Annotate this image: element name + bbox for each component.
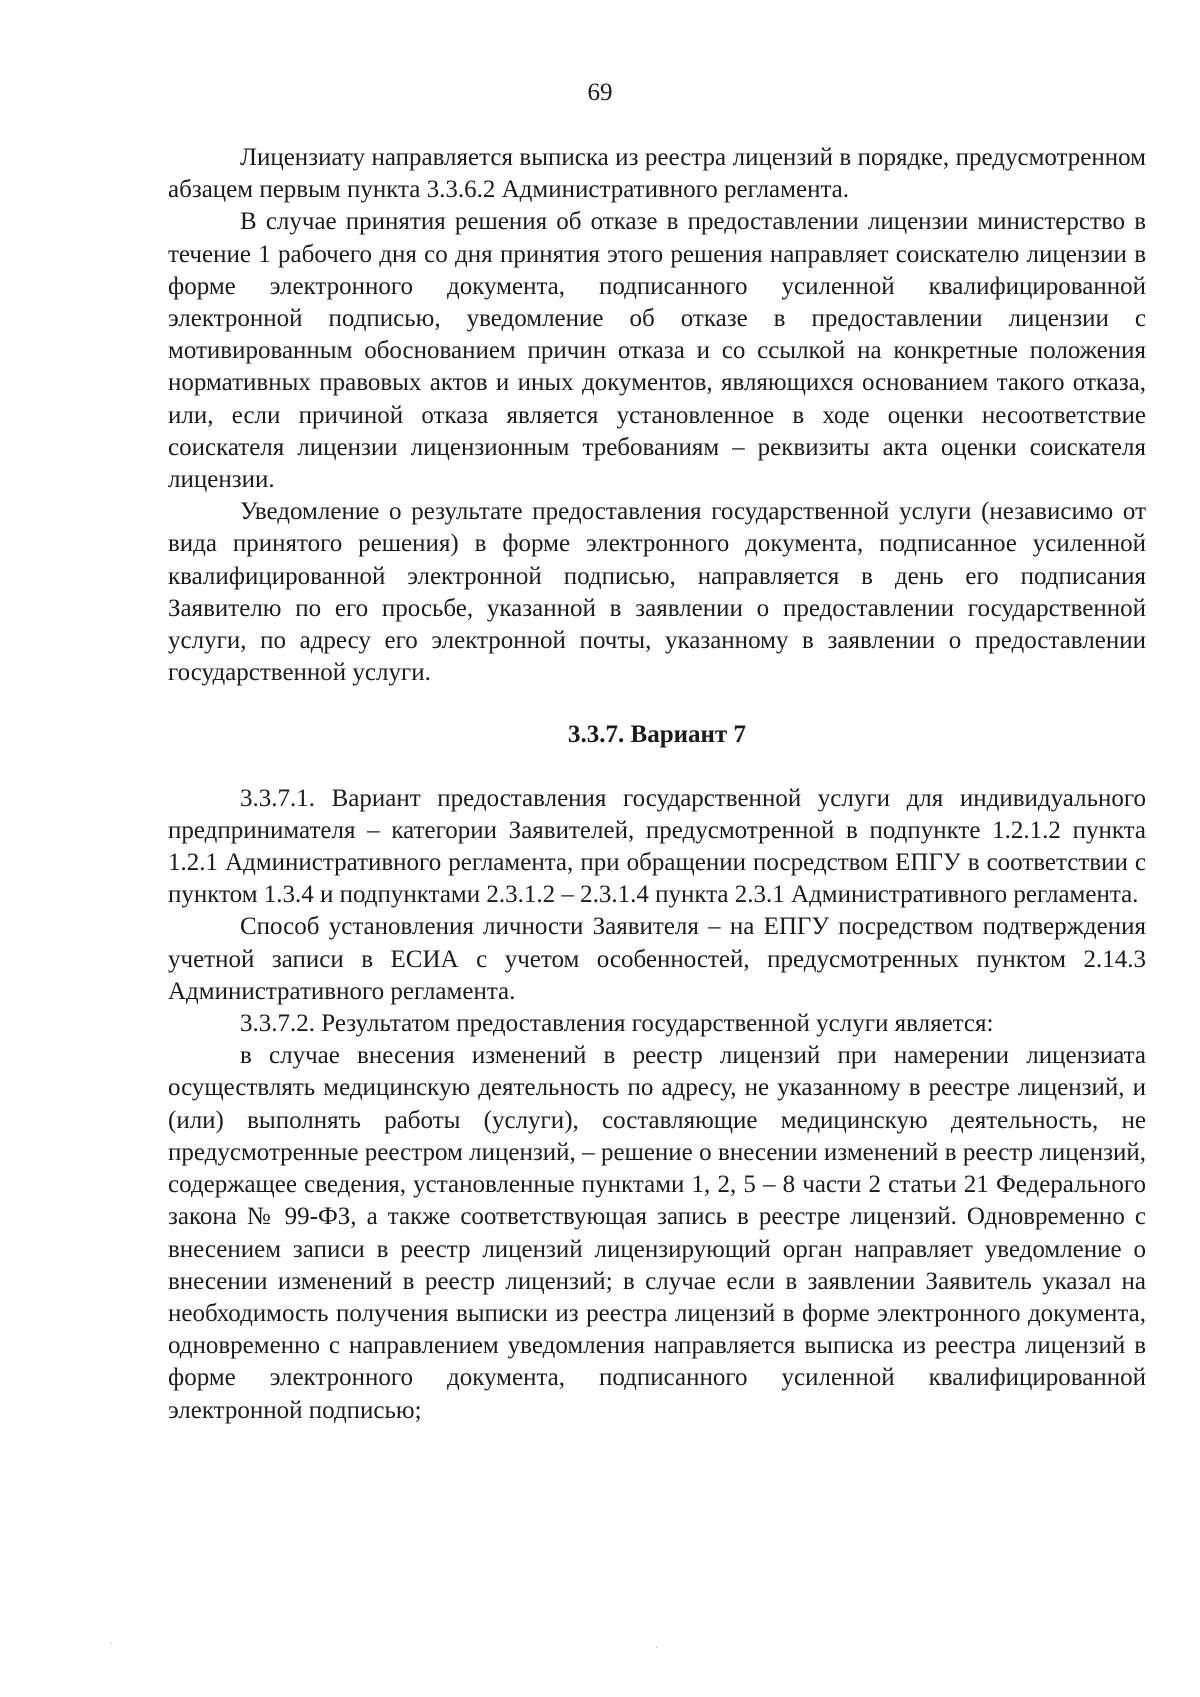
page-number: 69 — [587, 79, 613, 106]
paragraph-license-extract: Лицензиату направляется выписка из реестра лицензий в порядке, предусмотренном абзацем первым пункта 3.3.6.2 Административного регламента. — [168, 144, 1146, 204]
section-heading: 3.3.7. Вариант 7 — [568, 721, 746, 749]
paragraph-variant-description: 3.3.7.1. Вариант предоставления государственной услуги для индивидуального предпринимателя – категории Заявителей, предусмотренной в подпункте 1.2.1.2 пункта 1.2.1 Административного регламента, при обращении посредством ЕПГУ в соответствии с пунктом 1.3.4 и подпунктами 2.3.1.2 – 2.3.1.4 пункта 2.3.1 Административного регламента. — [168, 784, 1146, 909]
paragraph-result-notification: Уведомление о результате предоставления государственной услуги (независимо от вида принятого решения) в форме электронного документа, подписанное усиленной квалифицированной электронной подписью, направляется в день его подписания Заявителю по его просьбе, указанной в заявлении о предоставлении государственной услуги, по адресу его электронной почты, указанному в заявлении о предоставлении государственной услуги. — [168, 498, 1146, 687]
paragraph-result-intro: 3.3.7.2. Результатом предоставления государственной услуги является: — [240, 1010, 994, 1038]
paragraph-registry-changes: в случае внесения изменений в реестр лицензий при намерении лицензиата осуществлять медицинскую деятельность по адресу, не указанному в реестре лицензий, и (или) выполнять работы (услуги), составляющие медицинскую деятельность, не предусмотренные реестром лицензий, – решение о внесении изменений в реестр лицензий, содержащее сведения, установленные пунктами 1, 2, 5 – 8 части 2 статьи 21 Федерального закона № 99-ФЗ, а также соответствующая запись в реестре лицензий. Одновременно с внесением записи в реестр лицензий лицензирующий орган направляет уведомление о внесении изменений в реестр лицензий; в случае если в заявлении Заявитель указал на необходимость получения выписки из реестра лицензий в форме электронного документа, одновременно с направлением уведомления направляется выписка из реестра лицензий в форме электронного документа, подписанного усиленной квалифицированной электронной подписью; — [168, 1042, 1146, 1424]
paragraph-refusal-decision: В случае принятия решения об отказе в предоставлении лицензии министерство в течение 1 рабочего дня со дня принятия этого решения направляет соискателю лицензии в форме электронного документа, подписанного усиленной квалифицированной электронной подписью, уведомление об отказе в предоставлении лицензии с мотивированным обоснованием причин отказа и со ссылкой на конкретные положения нормативных правовых актов и иных документов, являющихся основанием такого отказа, или, если причиной отказа является установленное в ходе оценки несоответствие соискателя лицензии лицензионным требованиям – реквизиты акта оценки соискателя лицензии. — [168, 208, 1146, 494]
scan-speck: · — [655, 1643, 659, 1654]
document-body — [168, 142, 1146, 1427]
paragraph-identity-method: Способ установления личности Заявителя – на ЕПГУ посредством подтверждения учетной записи в ЕСИА с учетом особенностей, предусмотренных пунктом 2.14.3 Административного регламента. — [168, 913, 1146, 1005]
scan-speck: · — [110, 1639, 114, 1650]
